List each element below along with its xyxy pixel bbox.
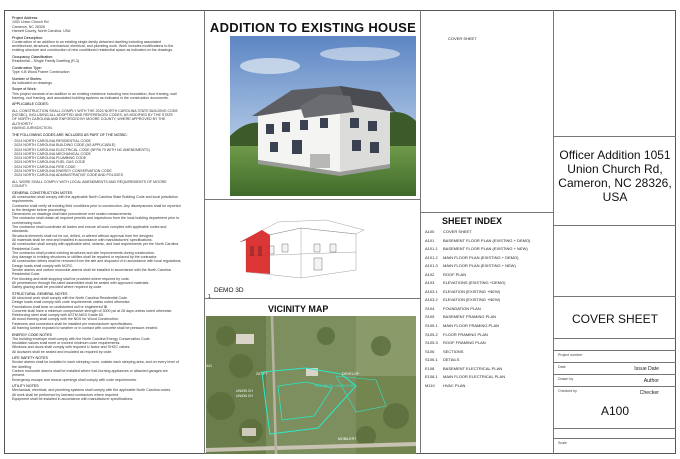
notes-heading: Project Description: (12, 35, 44, 40)
field-label: Date (558, 365, 566, 369)
notes-line: to the designer before proceeding. (12, 207, 67, 212)
notes-line: the dwelling. (12, 364, 32, 369)
notes-line: Smoke alarms and carbon monoxide alarms shall be installed in accordance with the North Carolina (12, 267, 171, 272)
sheet-code: S106.1 (425, 357, 438, 363)
field-value: Author (643, 378, 659, 384)
notes-heading: ENERGY CODE NOTES (12, 332, 52, 337)
notes-line: OF NORTH CAROLINA AND ENFORCED BY MOORE COUNTY, WHERE APPROVED BY THE (12, 117, 166, 122)
sheet-index-row (425, 245, 545, 254)
notes-heading: Occupancy Classification: (12, 54, 54, 59)
sheet-index-row (425, 382, 545, 391)
notes-line: · 2024 NORTH CAROLINA MECHANICAL CODE (12, 151, 91, 156)
notes-line: Safety glazing shall be provided where required by code. (12, 285, 103, 290)
divider (553, 225, 676, 226)
sheet-index-row (425, 356, 545, 365)
general-notes (12, 14, 202, 450)
sheet-title: FOUNDATION PLAN (443, 305, 481, 311)
notes-heading: UTILITY NOTES (12, 384, 39, 389)
sheet-title: HVAC PLAN (443, 382, 466, 388)
notes-line: ALL CONSTRUCTION SHALL COMPLY WITH THE 2024 NORTH CAROLINA STATE BUILDING CODE (12, 108, 178, 113)
notes-line: This project consists of an addition to an existing residence including new foundation, floor framing, wall (12, 91, 177, 96)
map-label: 1051 UNION CHURCH RD (314, 384, 355, 388)
notes-line: · 2024 NORTH CAROLINA PLUMBING CODE (12, 156, 87, 161)
notes-line: existing structure and construction of new conditioned residential space as indicated on the drawings. (12, 48, 174, 53)
notes-line: All structural work shall comply with the North Carolina Residential Code. (12, 295, 129, 300)
sheet-title: ELEVATION (EXISTING +NEW) (443, 288, 501, 294)
notes-line: Insulation values shall meet or exceed minimum code requirements. (12, 341, 121, 346)
scale-label: Scale (558, 441, 567, 445)
divider (553, 296, 676, 297)
notes-line: Contractor shall verify all existing field conditions prior to construction. Any discrepancies shall be reported (12, 203, 181, 208)
sheet-code: S106 (425, 348, 435, 354)
notes-line: · 2024 NORTH CAROLINA FIRE CODE (12, 164, 76, 169)
notes-line: Structural elements shall not be cut, drilled, or altered without approval from the designer. (12, 233, 154, 238)
sheet-title: ROOF FRAMING PLAN (443, 340, 486, 346)
notes-line: The contractor shall obtain all required permits and inspections from the local building department prior to (12, 216, 180, 221)
notes-line: Cameron, NC 28326 (12, 24, 45, 29)
notes-line: AUTHORITY (12, 121, 33, 126)
divider (204, 10, 205, 454)
notes-line: · 2024 NORTH CAROLINA ADMINISTRATIVE CODE AND POLICIES (12, 173, 124, 178)
notes-line: present. (12, 373, 25, 378)
field-value: Checker (639, 390, 659, 396)
sheet-code: A103 (425, 280, 435, 286)
notes-line: Windows and doors shall comply with required U-factor and SHGC values. (12, 345, 131, 350)
divider (553, 136, 676, 137)
notes-line: framing, roof framing, and associated building systems as indicated in the construction documents. (12, 95, 169, 100)
sheet-index-row (425, 331, 545, 340)
notes-line: Type V-B Wood Frame Construction (12, 70, 70, 75)
sheet-index-row (425, 254, 545, 263)
sheet-code: A101.2 (425, 254, 438, 260)
sheet-title: BASEMENT ELECTRICAL PLAN (443, 365, 503, 371)
sheet-code: A103.2 (425, 297, 438, 303)
project-name: Officer Addition 1051 Union Church Rd, Cameron, NC 28326, USA (558, 148, 672, 204)
sheet-title: MAIN FLOOR ELECTRICAL PLAN (443, 374, 506, 380)
notes-heading: Scope of Work: (12, 87, 37, 92)
sheet-title: DETAILS (443, 357, 460, 363)
notes-heading: THE FOLLOWING CODES ARE INCLUDED AS PART OF THE NCSBC: (12, 132, 128, 137)
notes-line: requirements. (12, 199, 34, 204)
notes-line: All ductwork shall be sealed and insulated as required by code. (12, 349, 113, 354)
notes-line: Harnett County, North Carolina, USA (12, 29, 71, 34)
notes-heading: Number of Stories: (12, 76, 42, 81)
notes-line: · 2024 NORTH CAROLINA ELECTRICAL CODE (NFPA 70 WITH NC AMENDMENTS) (12, 147, 150, 152)
map-label: DEVELOP (342, 372, 359, 376)
notes-line: Mechanical, electrical, and plumbing systems shall comply with the applicable North Carolina codes. (12, 388, 172, 393)
sheet-title: COVER SHEET (443, 229, 472, 234)
demo-3d-label: DEMO 3D (214, 287, 244, 294)
vicinity-map-image (206, 316, 416, 454)
notes-heading: STRUCTURAL GENERAL NOTES (12, 291, 68, 296)
sheet-index-row (425, 296, 545, 305)
checked-by-field (558, 387, 673, 399)
notes-line: All construction shall comply with the applicable North Carolina State Building Code and local jurisdiction (12, 194, 178, 199)
notes-line: COUNTY. (12, 184, 28, 189)
map-label: UNION CH (236, 394, 253, 398)
notes-line: Any damage to existing structures or utilities shall be repaired or replaced by the contractor. (12, 255, 158, 260)
notes-line: commencing work. (12, 220, 42, 225)
divider (420, 212, 553, 213)
sheet-title: BASEMENT FLOOR PLAN (EXISTING + DEMO) (443, 237, 531, 243)
field-value: Issue Date (634, 366, 659, 372)
notes-line: The contractor shall protect existing structures and site improvements during construction. (12, 250, 156, 255)
notes-line: Carbon monoxide alarms shall be installed where fuel-burning appliances or attached garages are (12, 369, 168, 374)
sheet-title: MAIN FLOOR PLAN (EXISTING + NEW) (443, 263, 516, 269)
sheet-index-row (425, 373, 545, 382)
sheet-index-row (425, 305, 545, 314)
sheet-index-row (425, 339, 545, 348)
notes-line: · 2024 NORTH CAROLINA BUILDING CODE (AS APPLICABLE) (12, 143, 116, 148)
house-render-image (230, 36, 416, 196)
vicinity-map-title: VICINITY MAP (268, 304, 329, 314)
divider (553, 10, 554, 454)
notes-heading: APPLICABLE CODES: (12, 102, 49, 107)
field-label: Project number (558, 353, 583, 357)
notes-line: Foundations shall bear on undisturbed soil or engineered fill. (12, 304, 109, 309)
notes-line: Construction of an addition to an existing single-family detached dwelling including associated (12, 39, 162, 44)
notes-line: The building envelope shall comply with the North Carolina Energy Conservation Code. (12, 336, 151, 341)
notes-line: All materials shall be new and installed in accordance with manufacturers' specifications. (12, 237, 153, 242)
sheet-code: A101 (425, 237, 435, 243)
divider (553, 428, 676, 429)
notes-line: Fire blocking and draft stopping shall be provided where required by code. (12, 276, 130, 281)
map-label: UNION CH (236, 389, 253, 393)
field-label: Checked by (558, 389, 577, 393)
field-label: Drawn by (558, 377, 574, 381)
notes-line: Residential Code. (12, 246, 41, 251)
notes-line: All penetrations through fire-rated assemblies shall be sealed with approved materials. (12, 280, 150, 285)
notes-line: Concrete shall have a minimum compressive strength of 3000 psi at 28 days unless noted otherwise. (12, 308, 173, 313)
sheet-title: BASEMENT FLOOR PLAN (EXISTING + NEW) (443, 246, 528, 252)
notes-line: ALL WORK SHALL COMPLY WITH LOCAL AMENDMENTS AND REQUIREMENTS OF MOORE (12, 179, 167, 184)
sheet-code: A101.3 (425, 263, 438, 269)
notes-line: Dimensions on drawings shall take precedence over scaled measurements. (12, 212, 133, 217)
sheet-code: S105.2 (425, 331, 438, 337)
sheet-code: A102 (425, 271, 435, 277)
notes-heading: Project Address: (12, 16, 39, 21)
divider (204, 298, 420, 299)
cover-sheet-label: COVER SHEET (448, 36, 477, 41)
sheet-code: S105.1 (425, 323, 438, 329)
sheet-index-row (425, 279, 545, 288)
notes-line: 1051 Union Church Rd (12, 20, 49, 25)
notes-line: Reinforcing steel shall comply with ASTM A615 Grade 60. (12, 313, 104, 318)
sheet-index-row (425, 348, 545, 357)
map-label: 441 (206, 364, 212, 368)
notes-line: Smoke alarms shall be installed in each sleeping room, outside each sleeping area, and on every level of (12, 360, 179, 365)
notes-line: standards. (12, 229, 29, 234)
sheet-index-row (425, 271, 545, 280)
sheet-title: SECTIONS (443, 348, 464, 354)
demo-3d-view (206, 200, 416, 297)
sheet-code: S105.3 (425, 340, 438, 346)
notes-line: All framing lumber exposed to weather or in contact with concrete shall be pressure-treated. (12, 326, 158, 331)
sheet-code: A101.1 (425, 246, 438, 252)
notes-heading: LIFE SAFETY NOTES (12, 356, 48, 361)
sheet-title: BASEMENT FRAMING PLAN (443, 314, 497, 320)
notes-line: Emergency escape and rescue openings shall comply with code requirements. (12, 377, 138, 382)
sheet-index-row (425, 237, 545, 246)
main-title: ADDITION TO EXISTING HOUSE (209, 20, 417, 35)
sheet-title: FLOOR FRAMING PLAN (443, 331, 488, 337)
sheet-number: A100 (600, 404, 630, 418)
sheet-title: ELEVATION (EXISTING +NEW) (443, 297, 501, 303)
sheet-code: S105 (425, 314, 435, 320)
sheet-name: COVER SHEET (571, 312, 658, 326)
sheet-index-row (425, 322, 545, 331)
notes-line: All wood framing shall comply with the NDS for Wood Construction. (12, 317, 119, 322)
sheet-title: ELEVATIONS (EXISTING +DEMO) (443, 280, 506, 286)
sheet-code: A100 (425, 229, 435, 234)
divider (553, 438, 676, 439)
notes-line: HAVING JURISDICTION. (12, 126, 53, 131)
notes-line: · 2024 NORTH CAROLINA FUEL GAS CODE (12, 160, 86, 165)
notes-line: (NCSBC), INCLUDING ALL ADOPTED AND REFERENCED CODES, AS MODIFIED BY THE STATE (12, 113, 173, 118)
divider (420, 10, 421, 454)
sheet-code: S104 (425, 305, 435, 311)
notes-line: The contractor shall coordinate all trades and ensure all work complies with applicable codes and (12, 225, 167, 230)
notes-line: Residential – Single Family Dwelling (R-3) (12, 59, 80, 64)
sheet-index-row (425, 288, 545, 297)
sheet-title: ROOF PLAN (443, 271, 467, 277)
notes-line: As indicated on drawings (12, 80, 52, 85)
project-number-field (558, 351, 673, 363)
sheet-index-row (425, 313, 545, 322)
notes-line: All work shall be performed by licensed contractors where required. (12, 392, 120, 397)
notes-line: · 2024 NORTH CAROLINA RESIDENTIAL CODE (12, 139, 91, 143)
notes-heading: GENERAL CONSTRUCTION NOTES (12, 190, 73, 195)
sheet-index-row (425, 365, 545, 374)
notes-line: · 2024 NORTH CAROLINA ENERGY CONSERVATION CODE (12, 169, 112, 174)
notes-line: All construction shall comply with applicable wind, seismic, and load requirements per the North Carolina (12, 242, 179, 247)
sheet-code: E108 (425, 365, 435, 371)
notes-line: Design loads shall comply with code requirements unless noted otherwise. (12, 300, 131, 305)
sheet-title: MAIN FLOOR FRAMING PLAN (443, 323, 500, 329)
notes-heading: Construction Type: (12, 65, 42, 70)
sheet-index-row (425, 228, 545, 237)
sheet-index-title: SHEET INDEX (442, 216, 503, 226)
notes-line: architectural, structural, mechanical, electrical, and plumbing work. Work includes modifications to the (12, 44, 174, 49)
notes-line: Residential Code. (12, 272, 41, 277)
sheet-title: MAIN FLOOR PLAN (EXISTING + DEMO) (443, 254, 519, 260)
map-label: MOBILERT (338, 437, 357, 441)
view-number: 1 (208, 294, 211, 300)
notes-line: Fasteners and connectors shall be installed per manufacturer specifications. (12, 321, 134, 326)
sheet-code: E108.1 (425, 374, 438, 380)
map-label: 207 FT (256, 372, 268, 376)
date-field (558, 363, 673, 375)
drawn-by-field (558, 375, 673, 387)
sheet-code: A103.1 (425, 288, 438, 294)
notes-line: Design loads shall comply with NCRC. (12, 263, 74, 268)
sheet-index-row (425, 262, 545, 271)
sheet-code: M110 (425, 382, 435, 388)
sheet-index-list (425, 228, 545, 390)
notes-line: Equipment shall be installed in accordance with manufacturer specifications. (12, 397, 134, 402)
divider (553, 338, 676, 339)
notes-line: All construction debris shall be removed from the site and disposed of in accordance with local regulations. (12, 259, 182, 264)
